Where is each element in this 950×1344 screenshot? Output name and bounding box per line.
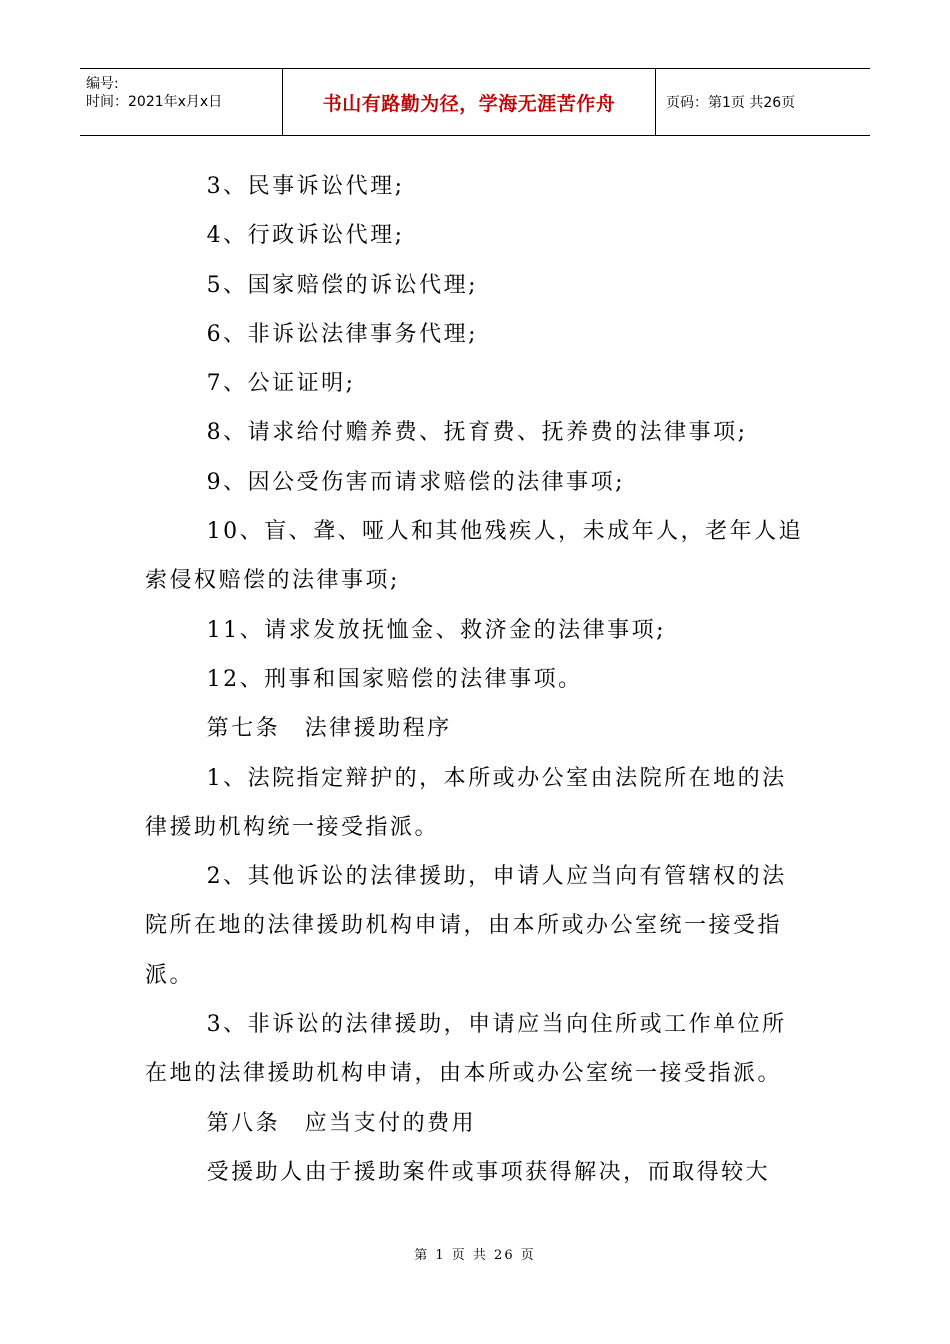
paragraph: 8、请求给付赡养费、抚育费、抚养费的法律事项; bbox=[206, 420, 748, 446]
paragraph: 10、盲、聋、哑人和其他残疾人，未成年人，老年人追索侵权赔偿的法律事项; bbox=[145, 519, 804, 594]
page-header bbox=[80, 68, 870, 136]
paragraph: 1、法院指定辩护的，本所或办公室由法院所在地的法律援助机构统一接受指派。 bbox=[145, 765, 787, 840]
paragraph: 3、非诉讼的法律援助，申请应当向住所或工作单位所在地的法律援助机构申请，由本所或办公室统一接受指派。 bbox=[145, 1012, 787, 1087]
paragraph: 6、非诉讼法律事务代理; bbox=[206, 321, 479, 347]
section-heading: 第七条 法律援助程序 bbox=[206, 716, 452, 742]
document-date: 时间：2021年x月x日 bbox=[86, 94, 223, 110]
paragraph: 11、请求发放抚恤金、救济金的法律事项; bbox=[206, 617, 667, 643]
paragraph: 7、公证证明; bbox=[206, 371, 356, 397]
paragraph: 3、民事诉讼代理; bbox=[206, 174, 405, 199]
header-page-info: 页码：第1页 共26页 bbox=[666, 95, 796, 111]
paragraph: 受援助人由于援助案件或事项获得解决，而取得较大 bbox=[206, 1159, 771, 1185]
page-footer: 第 1 页 共 26 页 bbox=[414, 1248, 536, 1263]
header-meta-cell bbox=[80, 69, 283, 135]
paragraph: 2、其他诉讼的法律援助，申请人应当向有管辖权的法院所在地的法律援助机构申请，由本所或办公室统一接受指派。 bbox=[145, 864, 787, 988]
document-number-label: 编号: bbox=[86, 76, 119, 92]
header-motto: 书山有路勤为径，学海无涯苦作舟 bbox=[283, 69, 656, 135]
paragraph: 9、因公受伤害而请求赔偿的法律事项; bbox=[206, 469, 626, 495]
section-heading: 第八条 应当支付的费用 bbox=[206, 1110, 477, 1136]
document-body bbox=[145, 162, 810, 1197]
paragraph: 4、行政诉讼代理; bbox=[206, 223, 405, 249]
paragraph: 12、刑事和国家赔偿的法律事项。 bbox=[206, 666, 583, 692]
paragraph: 5、国家赔偿的诉讼代理; bbox=[206, 272, 479, 298]
